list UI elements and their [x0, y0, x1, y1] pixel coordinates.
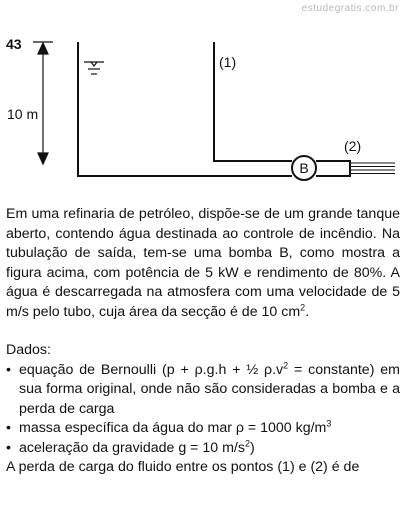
tank-pump-diagram: [0, 0, 405, 200]
question-text: [6, 205, 400, 478]
point-2-label: (2): [344, 138, 362, 154]
site-watermark: estudegratis.com.br: [301, 3, 399, 14]
pump-label: B: [299, 160, 309, 176]
water-surface-icon: [84, 62, 104, 74]
problem-paragraph: Em uma refinaria de petróleo, dispõe-se de um grande tanque aberto, contendo água destinada ao controle de incêndio. Na tubulação de saída, tem-se uma bomba B, como mostra a figura acima, com potência de 5 kW e rendimento de 80%. A água é descarregada na atmosfera com uma velocidade de 5 m/s pelo tubo, cuja área da secção é de 10 $cm^2$.: [6, 206, 400, 320]
dados-item-density: • massa específica da água do mar ρ = 1000 $kg/m^3$: [6, 418, 332, 436]
height-label: 10 m: [7, 106, 39, 122]
dados-title: Dados:: [6, 342, 51, 358]
point-1-label: (1): [219, 54, 237, 70]
question-number: 43: [6, 36, 22, 52]
outlet-pipe: [316, 161, 350, 176]
dados-list: [6, 361, 400, 459]
height-dimension: [33, 42, 53, 164]
tank-outline: [78, 42, 292, 176]
final-question: A perda de carga do fluido entre os pontos (1) e (2) é de: [6, 459, 360, 475]
dados-item-gravity: • aceleração da gravidade g = 10 $m/s^2$): [6, 437, 255, 456]
dados-item-bernoulli: • equação de Bernoulli (p + ρ.g.h + ½ $\rho.v^2$ = constante) em sua forma original, onde não são consideradas a bomba e a perda de carga: [6, 359, 400, 417]
discharge-jet: [350, 163, 395, 174]
